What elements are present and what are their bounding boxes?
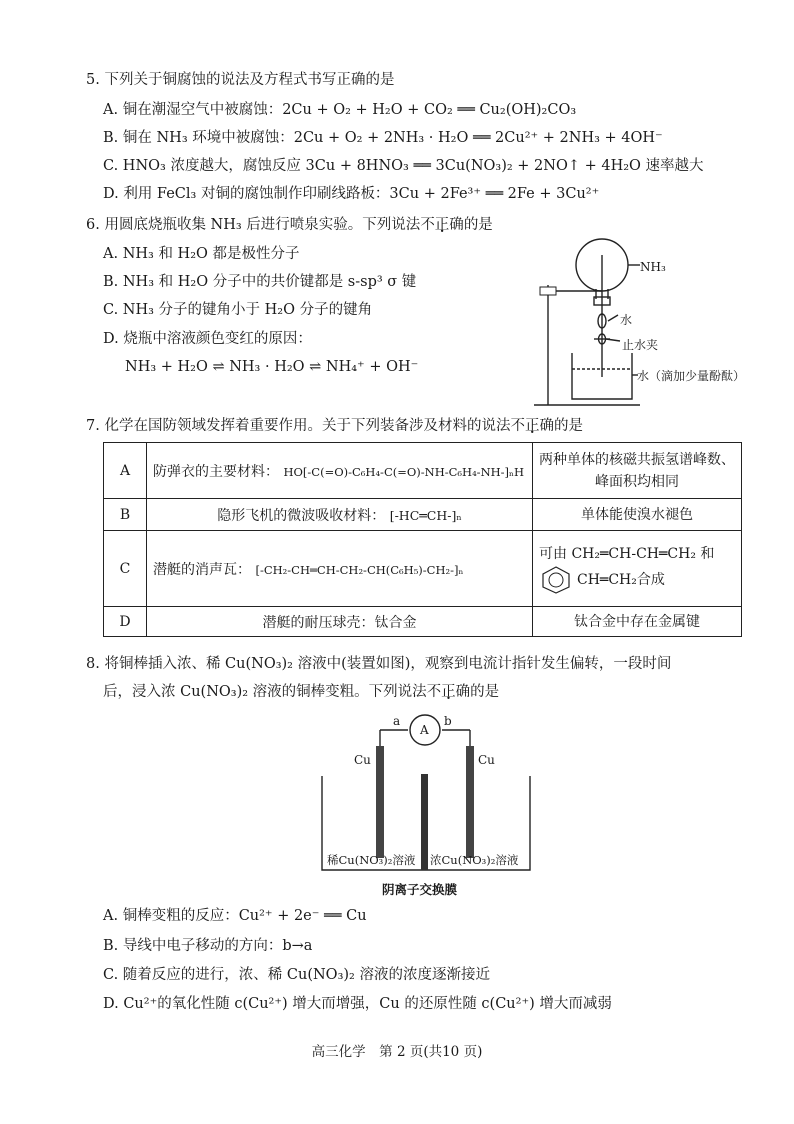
fig8-cu-left: Cu <box>354 753 371 767</box>
table-row <box>104 607 742 637</box>
fig6-label-water: 水 <box>620 313 633 327</box>
fig8-cu-right: Cu <box>478 753 495 767</box>
row-key: B <box>104 499 147 531</box>
q5-option-a: A. 铜在潮湿空气中被腐蚀：2Cu + O₂ + H₂O + CO₂ ══ Cu₂(OH)₂CO₃ <box>103 102 577 118</box>
row-material <box>147 499 533 531</box>
q8-option-d: D. Cu²⁺的氧化性随 c(Cu²⁺) 增大而增强，Cu 的还原性随 c(Cu²⁺) 增大而减弱 <box>103 996 612 1012</box>
row-material <box>147 443 533 499</box>
fig8-membrane-caption: 阴离子交换膜 <box>382 882 458 897</box>
table-row <box>104 443 742 499</box>
fig8-ammeter-label: A <box>420 723 429 737</box>
copper-rod-right <box>466 746 474 858</box>
q6-option-b: B. NH₃ 和 H₂O 分子中的共价键都是 s-sp³ σ 键 <box>103 274 417 290</box>
q7-stem-emph: 不正确 <box>510 418 554 434</box>
q8-stem-emph: 不正确 <box>426 684 471 700</box>
row-desc: 防弹衣的主要材料： <box>153 463 279 480</box>
sbr-formula: [-CH₂-CH═CH-CH₂-CH(C₆H₅)-CH₂-]ₙ <box>255 562 464 577</box>
row-desc: 潜艇的消声瓦： <box>153 561 251 578</box>
q7-table <box>103 442 742 637</box>
q6-option-d: D. 烧瓶中溶液颜色变红的原因： <box>103 331 312 347</box>
table-row <box>104 499 742 531</box>
q8-option-a: A. 铜棒变粗的反应：Cu²⁺ + 2e⁻ ══ Cu <box>103 908 367 924</box>
row-note: 单体能使溴水褪色 <box>533 499 742 531</box>
row-note-line2 <box>539 565 735 595</box>
row-key: C <box>104 531 147 607</box>
fig8-label-a: a <box>393 714 401 728</box>
q8-stem-post: 的是 <box>470 684 500 700</box>
q6-stem-post: 的是 <box>463 217 493 233</box>
q5-stem: 5. 下列关于铜腐蚀的说法及方程式书写正确的是 <box>86 72 395 88</box>
q7-stem-post: 的是 <box>553 418 583 434</box>
q8-stem-line1: 8. 将铜棒插入浓、稀 Cu(NO₃)₂ 溶液中(装置如图)，观察到电流计指针发生偏转，一段时间 <box>86 656 672 672</box>
table-row <box>104 531 742 607</box>
fig8-concentrated-solution: 浓Cu(NO₃)₂溶液 <box>430 853 519 867</box>
row-desc: 隐形飞机的微波吸收材料： <box>217 507 386 524</box>
q8-option-b: B. 导线中电子移动的方向：b→a <box>103 938 313 954</box>
q8-stem-line2 <box>103 682 499 702</box>
q8-stem-pre: 后，浸入浓 Cu(NO₃)₂ 溶液的铜棒变粗。下列说法 <box>103 684 427 700</box>
fig6-label-beaker: 水（滴加少量酚酞） <box>637 369 746 383</box>
row-note-line1: 可由 CH₂═CH-CH═CH₂ 和 <box>539 545 715 562</box>
copper-rod-left <box>376 746 384 858</box>
q6-stem-pre: 6. 用圆底烧瓶收集 NH₃ 后进行喷泉实验。下列说法 <box>86 217 421 233</box>
polyacetylene-formula: [-HC═CH-]ₙ <box>389 507 462 523</box>
row-material <box>147 531 533 607</box>
row-note <box>533 531 742 607</box>
q7-stem <box>86 416 583 436</box>
q6-stem-emph: 不正确 <box>420 217 464 233</box>
q5-option-b: B. 铜在 NH₃ 环境中被腐蚀：2Cu + O₂ + 2NH₃ · H₂O ══ 2Cu²⁺ + 2NH₃ + 4OH⁻ <box>103 130 663 146</box>
anion-exchange-membrane <box>421 774 428 870</box>
styrene-text: CH═CH₂合成 <box>577 571 665 588</box>
fig8-label-b: b <box>444 714 452 728</box>
benzene-ring-icon <box>539 565 573 595</box>
fig6-label-clamp: 止水夹 <box>622 338 659 352</box>
row-key: D <box>104 607 147 637</box>
fig6-label-nh3: NH₃ <box>640 260 666 274</box>
q6-option-a: A. NH₃ 和 H₂O 都是极性分子 <box>103 246 300 262</box>
q5-option-d: D. 利用 FeCl₃ 对铜的腐蚀制作印刷线路板：3Cu + 2Fe³⁺ ══ 2Fe + 3Cu²⁺ <box>103 186 600 202</box>
q7-stem-pre: 7. 化学在国防领域发挥着重要作用。关于下列装备涉及材料的说法 <box>86 418 511 434</box>
page-footer: 高三化学 第 2 页(共10 页) <box>311 1044 483 1060</box>
fig8-dilute-solution: 稀Cu(NO₃)₂溶液 <box>327 853 416 867</box>
row-material: 潜艇的耐压球壳：钛合金 <box>147 607 533 637</box>
q8-option-c: C. 随着反应的进行，浓、稀 Cu(NO₃)₂ 溶液的浓度逐渐接近 <box>103 967 490 983</box>
q6-option-c: C. NH₃ 分子的键角小于 H₂O 分子的键角 <box>103 302 373 318</box>
q6-stem <box>86 215 493 235</box>
q6-option-d-equation: NH₃ + H₂O ⇌ NH₃ · H₂O ⇌ NH₄⁺ + OH⁻ <box>125 359 419 375</box>
kevlar-formula: HO[-C(=O)-C₆H₄-C(=O)-NH-C₆H₄-NH-]ₙH <box>283 464 525 479</box>
row-key: A <box>104 443 147 499</box>
row-note: 钛合金中存在金属键 <box>533 607 742 637</box>
row-note: 两种单体的核磁共振氢谱峰数、峰面积均相同 <box>533 443 742 499</box>
q5-option-c: C. HNO₃ 浓度越大，腐蚀反应 3Cu + 8HNO₃ ══ 3Cu(NO₃)₂ + 2NO↑ + 4H₂O 速率越大 <box>103 158 704 174</box>
